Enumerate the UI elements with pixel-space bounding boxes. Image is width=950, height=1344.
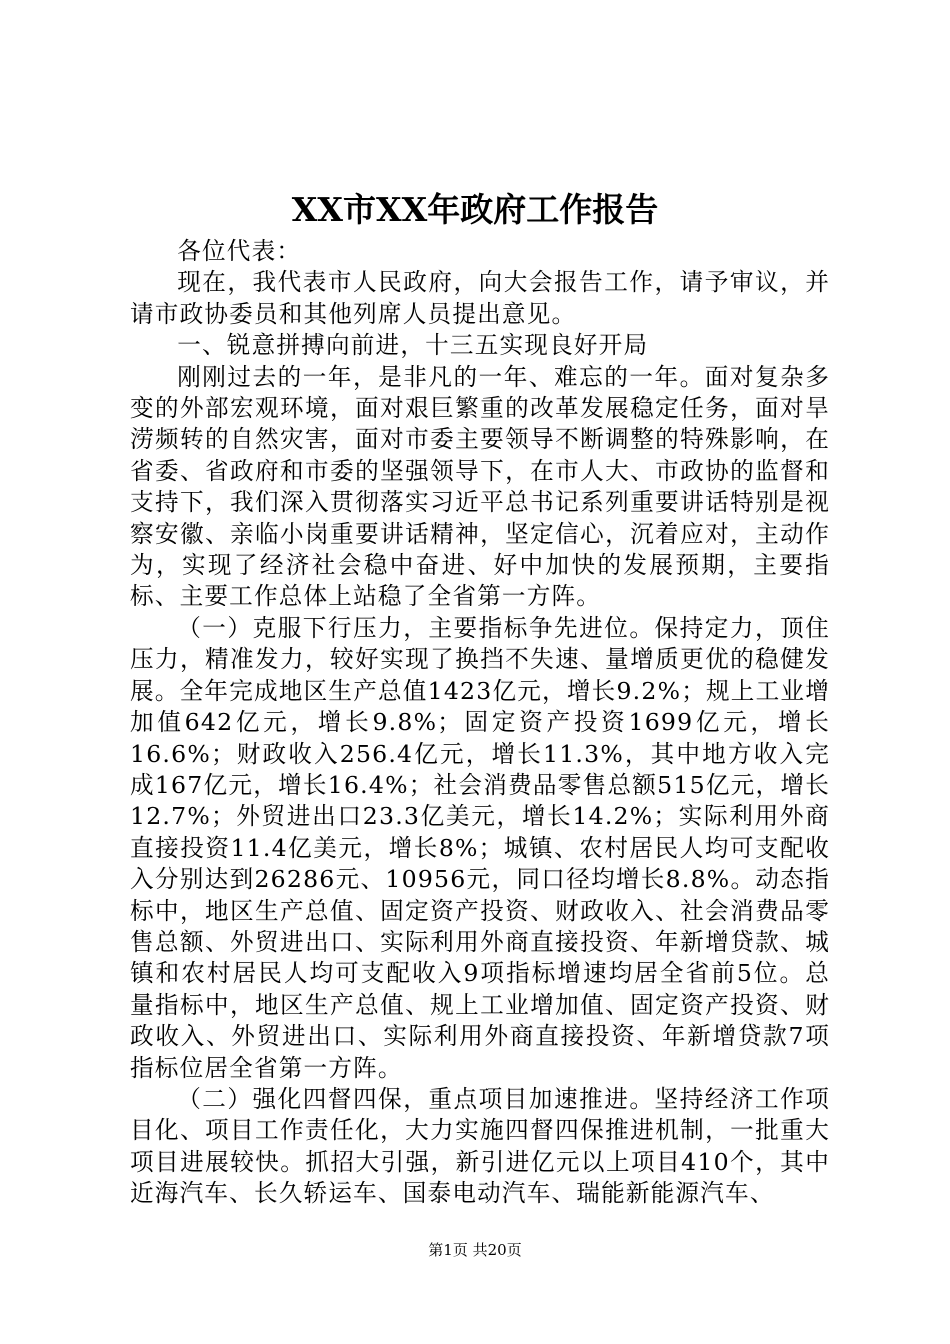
document-body <box>130 236 830 1210</box>
paragraph-projects: （二）强化四督四保，重点项目加速推进。坚持经济工作项目化、项目工作责任化，大力实施四督四保推进机制，一批重大项目进展较快。抓招大引强，新引进亿元以上项目410个，其中近海汽车、长久轿运车、国泰电动汽车、瑞能新能源汽车、 <box>130 1084 830 1208</box>
section-heading-1: 一、锐意拼搏向前进，十三五实现良好开局 <box>177 331 649 360</box>
paragraph-salutation: 各位代表： <box>177 237 302 265</box>
paragraph-intro: 现在，我代表市人民政府，向大会报告工作，请予审议，并请市政协委员和其他列席人员提出意见。 <box>130 268 830 328</box>
paragraph-indicators: （一）克服下行压力，主要指标争先进位。保持定力，顶住压力，精准发力，较好实现了换挡不失速、量增质更优的稳健发展。全年完成地区生产总值1423亿元，增长9.2%；规上工业增加值642亿元，增长9.8%；固定资产投资1699亿元，增长16.6%；财政收入256.4亿元，增长11.3%，其中地方收入完成167亿元，增长16.4%；社会消费品零售总额515亿元，增长12.7%；外贸进出口23.3亿美元，增长14.2%；实际利用外商直接投资11.4亿美元，增长8%；城镇、农村居民人均可支配收入分别达到26286元、10956元，同口径均增长8.8%。动态指标中，地区生产总值、固定资产投资、财政收入、社会消费品零售总额、外贸进出口、实际利用外商直接投资、年新增贷款、城镇和农村居民人均可支配收入9项指标增速均居全省前5位。总量指标中，地区生产总值、规上工业增加值、固定资产投资、财政收入、外贸进出口、实际利用外商直接投资、年新增贷款7项指标位居全省第一方阵。 <box>130 613 830 1082</box>
document-title: XX市XX年政府工作报告 <box>291 190 659 229</box>
page-footer: 第1页 共20页 <box>428 1241 522 1259</box>
paragraph-overview: 刚刚过去的一年，是非凡的一年、难忘的一年。面对复杂多变的外部宏观环境，面对艰巨繁重的改革发展稳定任务，面对旱涝频转的自然灾害，面对市委主要领导不断调整的特殊影响，在省委、省政府和市委的坚强领导下，在市人大、市政协的监督和支持下，我们深入贯彻落实习近平总书记系列重要讲话特别是视察安徽、亲临小岗重要讲话精神，坚定信心，沉着应对，主动作为，实现了经济社会稳中奋进、好中加快的发展预期，主要指标、主要工作总体上站稳了全省第一方阵。 <box>130 362 830 611</box>
